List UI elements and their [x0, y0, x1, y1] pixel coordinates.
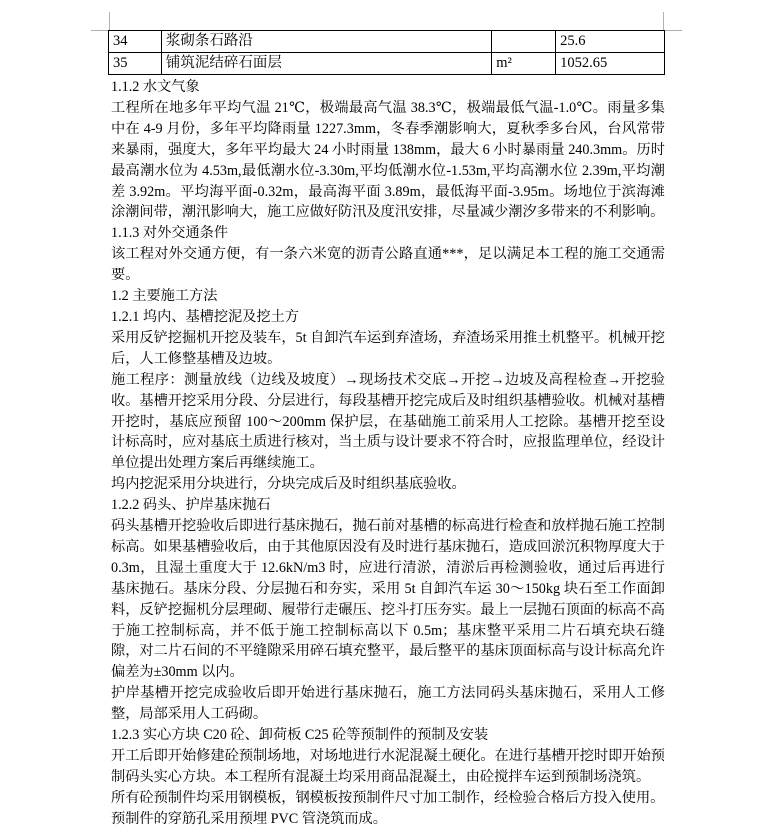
body-paragraph: 码头基槽开挖验收后即进行基床抛石，抛石前对基槽的标高进行检查和放样抛石施工控制标高。如果基槽验收后，由于其他原因没有及时进行基床抛石，造成回淤沉积物厚度大于 0.3m，且湿土重度大于 12.6kN/m3 时，应进行清淤，清淤后再检测验收，通过后再进行基床抛石。基床分段、分层抛石和夯实，采用 5t 自卸汽车运 30～150kg 块石至工作面卸料，反铲挖掘机分层理砌、履带行走碾压、挖斗打压夯实。最上一层抛石顶面的标高不高于施工控制标高，并不低于施工控制标高以下 0.5m；基床整平采用二片石填充块石缝隙，对二片石间的不平缝隙采用碎石填充整平，最后整平的基床顶面标高与设计标高允许偏差为±30mm 以内。	[111, 518, 665, 681]
section-heading: 1.2.1 坞内、基槽挖泥及挖土方	[111, 308, 299, 325]
table-row	[109, 53, 665, 75]
body-paragraph: 所有砼预制件均采用钢模板，钢模板按预制件尺寸加工制作，经检验合格后方投入使用。	[111, 789, 665, 806]
quantity-cell: 1052.65	[556, 53, 665, 75]
document-body	[111, 77, 665, 830]
row-number-cell: 35	[109, 53, 162, 75]
body-paragraph: 开工后即开始修建砼预制场地，对场地进行水泥混凝土硬化。在进行基槽开挖时即开始预制码头实心方块。本工程所有混凝土均采用商品混凝土，由砼搅拌车运到预制场浇筑。	[111, 748, 665, 785]
table-row	[109, 31, 665, 53]
body-paragraph: 工程所在地多年平均气温 21℃，极端最高气温 38.3℃，极端最低气温-1.0℃。雨量多集中在 4-9 月份，多年平均降雨量 1227.3mm，冬春季潮影响大，夏秋季多台风，台风常带来暴雨，强度大，多年平均最大 24 小时雨量 138mm，最大 6 小时暴雨量 240.3mm。历时最高潮水位为 4.53m,最低潮水位-3.30m,平均低潮水位-1.53m,平均高潮水位 2.39m,平均潮差 3.92m。平均海平面-0.32m，最高海平面 3.89m，最低海平面-3.95m。场地位于滨海滩涂潮间带，潮汛影响大，施工应做好防汛及度汛安排，尽量减少潮汐多带来的不利影响。	[111, 99, 665, 221]
body-paragraph: 坞内挖泥采用分块进行，分块完成后及时组织基底验收。	[111, 476, 466, 493]
body-paragraph: 护岸基槽开挖完成验收后即开始进行基床抛石，施工方法同码头基床抛石，采用人工修整，局部采用人工码砌。	[111, 685, 665, 723]
margin-corner-mark-left	[91, 12, 110, 31]
section-heading: 1.2 主要施工方法	[111, 288, 218, 305]
section-heading: 1.1.2 水文气象	[111, 79, 200, 95]
quantity-table	[108, 30, 665, 75]
section-heading: 1.2.3 实心方块 C20 砼、卸荷板 C25 砼等预制件的预制及安装	[111, 727, 489, 744]
body-paragraph: 预制件的穿筋孔采用预埋 PVC 管浇筑而成。	[111, 810, 387, 827]
body-paragraph: 该工程对外交通方便，有一条六米宽的沥青公路直通***，足以满足本工程的施工交通需要。	[111, 246, 665, 284]
quantity-cell: 25.6	[556, 31, 665, 53]
margin-corner-mark-right	[663, 12, 682, 31]
body-paragraph: 施工程序：测量放线（边线及坡度）→现场技术交底→开挖→边坡及高程检查→开挖验收。基槽开挖采用分段、分层进行，每段基槽开挖完成后及时组织基槽验收。机械对基槽开挖时，基底应预留 100～200mm 保护层，在基础施工前采用人工挖除。基槽开挖至设计标高时，应对基底土质进行核对，当土质与设计要求不符合时，应报监理单位，经设计单位提出处理方案后再继续施工。	[111, 371, 665, 472]
body-paragraph: 采用反铲挖掘机开挖及装车，5t 自卸汽车运到弃渣场，弃渣场采用推土机整平。机械开挖后，人工修整基槽及边坡。	[111, 329, 665, 367]
item-name-cell: 铺筑泥结碎石面层	[161, 53, 491, 75]
section-heading: 1.2.2 码头、护岸基床抛石	[111, 497, 271, 514]
row-number-cell: 34	[109, 31, 162, 53]
item-name-cell: 浆砌条石路沿	[161, 31, 491, 53]
unit-cell	[492, 31, 556, 53]
unit-cell: m²	[492, 53, 556, 75]
section-heading: 1.1.3 对外交通条件	[111, 225, 229, 242]
